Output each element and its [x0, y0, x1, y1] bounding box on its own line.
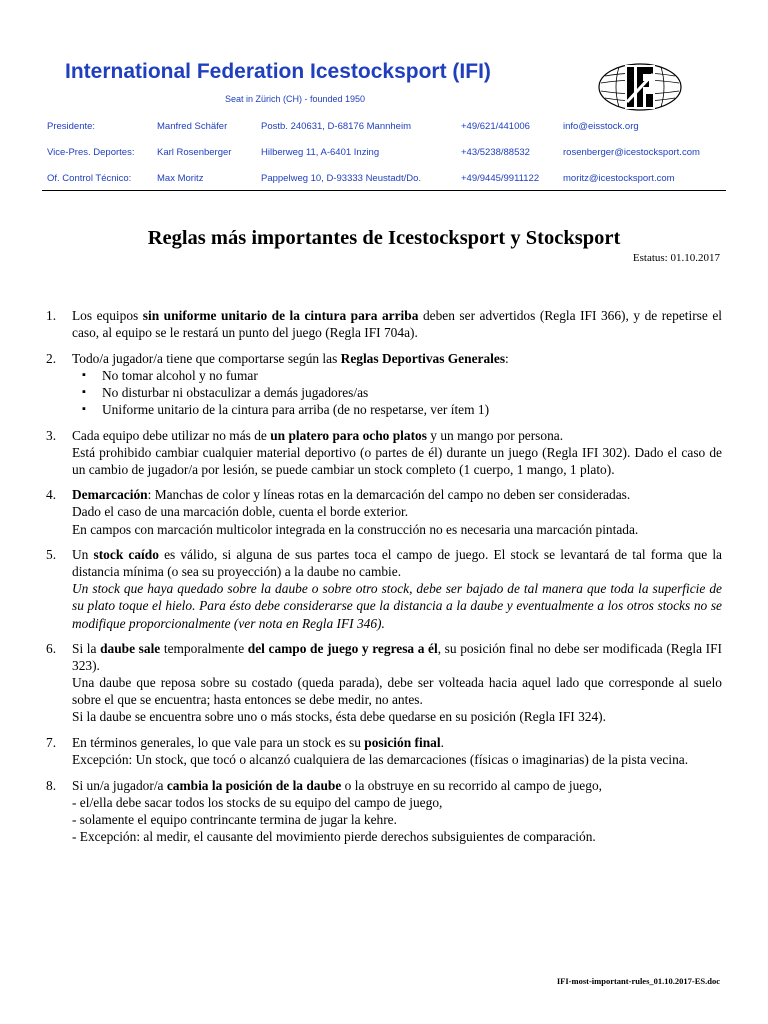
rule-text: En términos generales, lo que vale para un stock es su: [72, 735, 365, 751]
rule-emphasis: cambia la posición de la daube: [166, 777, 342, 793]
rule-bullet: ▪ No tomar alcohol y no fumar: [102, 367, 722, 384]
rule-text: :: [505, 350, 509, 366]
contact-role: Vice-Pres. Deportes:: [47, 147, 135, 158]
rule-emphasis: stock caído: [93, 547, 159, 563]
rule-paragraph: [72, 503, 722, 520]
rule-text: Excepción: Un stock, que tocó o alcanzó cualquiera de las demarcaciones (físicas o imaginarias) de la pista vecina.: [72, 752, 689, 768]
contact-phone: +43/5238/88532: [461, 147, 530, 158]
rule-number: 8.: [46, 777, 57, 793]
rule-bullet: ▪ No disturbar ni obstaculizar a demás jugadores/as: [102, 384, 722, 401]
rule-paragraph: [72, 444, 722, 478]
contact-email: rosenberger@icestocksport.com: [563, 147, 700, 158]
org-title: International Federation Icestocksport (IFI): [65, 60, 491, 83]
rule-text: Un: [72, 547, 94, 563]
rule-bullet-list: [72, 367, 722, 418]
rule-paragraph: [72, 486, 722, 503]
contact-address: Postb. 240631, D-68176 Mannheim: [261, 121, 411, 132]
rule-text: - solamente el equipo contrincante termina de jugar la kehre.: [72, 811, 397, 827]
document-title: Reglas más importantes de Icestocksport y Stocksport: [147, 227, 621, 249]
rule-item: [46, 307, 722, 341]
rule-text: Una daube que reposa sobre su costado (queda parada), debe ser volteada hacia aquel lado que corresponde al suelo sobre el que se encuentra; hasta entonces se debe medir, no antes.: [72, 675, 722, 708]
rule-emphasis: un platero para ocho platos: [270, 427, 427, 443]
rule-text: - el/ella debe sacar todos los stocks de su equipo del campo de juego,: [72, 794, 443, 810]
rule-paragraph: [72, 640, 722, 674]
org-subtitle: Seat in Zürich (CH) - founded 1950: [224, 94, 366, 104]
contact-phone: +49/9445/9911122: [461, 173, 540, 184]
rule-number: 1.: [46, 308, 57, 323]
rules-list: [46, 307, 722, 854]
rule-text: temporalmente: [160, 641, 248, 657]
rule-text: - Excepción: al medir, el causante del movimiento pierde derechos subsiguientes de comparación.: [72, 829, 596, 845]
rule-text: es válido, si alguna de sus partes toca el campo de juego. El stock se levantará de tal forma que la distancia mínima (o sea su proyección) a la daube no cambie.: [72, 547, 722, 580]
rule-text: En campos con marcación multicolor integrada en la construcción no es necesaria una marcación pintada.: [72, 521, 639, 537]
rule-item: [46, 777, 722, 845]
rule-bullet: ▪ Uniforme unitario de la cintura para arriba (de no respetarse, ver ítem 1): [102, 401, 722, 418]
contact-row: [47, 173, 727, 199]
rule-text: Si la daube se encuentra sobre uno o más stocks, ésta debe quedarse en su posición (Regla IFI 324).: [72, 709, 606, 725]
contact-address: Pappelweg 10, D-93333 Neustadt/Do.: [261, 173, 422, 184]
rule-paragraph: [72, 350, 722, 367]
rule-paragraph: [72, 734, 722, 751]
rule-number: 4.: [46, 487, 57, 503]
rule-paragraph: [72, 708, 722, 725]
rule-text: Si la: [72, 641, 101, 657]
rule-number: 6.: [46, 641, 57, 657]
rule-paragraph: [72, 521, 722, 538]
rule-text: Un stock que haya quedado sobre la daube o sobre otro stock, debe ser bajado de tal manera que toda la superficie de su plato toque el hielo. Para ésto debe considerarse que la distancia a la daube y eventualmente a los otros stocks no se modifique proporcionalmente (ver nota en Regla IFI 346).: [72, 581, 722, 631]
footer-filename: IFI-most-important-rules_01.10.2017-ES.doc: [556, 976, 720, 986]
contact-address: Hilberweg 11, A-6401 Inzing: [261, 147, 380, 158]
rule-paragraph: [72, 794, 722, 811]
rule-number: 5.: [46, 547, 57, 563]
rule-emphasis: daube sale: [100, 641, 161, 657]
contact-email: info@eisstock.org: [563, 121, 639, 132]
rule-emphasis: sin uniforme unitario de la cintura para arriba: [142, 308, 419, 323]
contact-name: Karl Rosenberger: [157, 147, 232, 158]
contact-row: [47, 147, 727, 173]
rule-text: deben ser advertidos (Regla IFI 366), y de repetirse el caso, al equipo se le restará un punto del juego (Regla IFI 704a).: [72, 308, 723, 341]
rule-number: 2.: [46, 350, 57, 366]
contact-name: Manfred Schäfer: [157, 121, 228, 132]
rule-text: Cada equipo debe utilizar no más de: [72, 427, 271, 443]
rule-paragraph: [72, 828, 722, 845]
contact-phone: +49/621/441006: [461, 121, 530, 132]
rule-item: [46, 640, 722, 725]
rule-text: : Manchas de color y líneas rotas en la demarcación del campo no deben ser consideradas.: [147, 487, 631, 503]
rule-item: [46, 734, 722, 768]
contact-email: moritz@icestocksport.com: [563, 173, 675, 184]
rule-item: [46, 427, 722, 478]
contact-row: [47, 121, 727, 147]
rule-paragraph: [72, 546, 722, 580]
rule-number: 3.: [46, 427, 57, 443]
rule-item: [46, 486, 722, 537]
rule-paragraph: [72, 307, 722, 341]
contacts-block: [47, 121, 727, 199]
rule-emphasis: posición final: [364, 735, 441, 751]
status-date: Estatus: 01.10.2017: [632, 252, 720, 264]
rule-text: Los equipos: [72, 308, 143, 323]
header-divider: [42, 190, 726, 191]
rule-emphasis: del campo de juego y regresa a él: [247, 641, 438, 657]
rule-paragraph: [72, 751, 722, 768]
rule-text: , su posición final no debe ser modificada (Regla IFI 323).: [72, 641, 722, 674]
rule-paragraph: [72, 777, 722, 794]
rule-emphasis: Demarcación: [72, 487, 148, 503]
rule-text: Está prohibido cambiar cualquier material deportivo (o partes de él) durante un juego (Regla IFI 302). Dado el caso de un cambio de jugador/a por lesión, se puede cambiar un stock completo (1 cuerpo, 1 mango, 1 plato).: [72, 444, 722, 477]
contact-role: Of. Control Técnico:: [47, 173, 132, 184]
rule-text: .: [440, 735, 444, 751]
rule-text: Dado el caso de una marcación doble, cuenta el borde exterior.: [72, 504, 409, 520]
rule-paragraph: [72, 674, 722, 708]
rule-item: [46, 350, 722, 418]
rule-paragraph: [72, 427, 722, 444]
rule-paragraph: [72, 580, 722, 631]
ifi-logo-icon: [597, 62, 683, 112]
contact-role: Presidente:: [47, 121, 96, 132]
rule-emphasis: Reglas Deportivas Generales: [340, 350, 506, 366]
contact-name: Max Moritz: [157, 173, 204, 184]
rule-item: [46, 546, 722, 631]
rule-text: Todo/a jugador/a tiene que comportarse según las: [72, 350, 341, 366]
rule-text: o la obstruye en su recorrido al campo de juego,: [341, 777, 602, 793]
rule-paragraph: [72, 811, 722, 828]
rule-text: Si un/a jugador/a: [72, 777, 167, 793]
rule-number: 7.: [46, 735, 57, 751]
rule-text: y un mango por persona.: [426, 427, 564, 443]
